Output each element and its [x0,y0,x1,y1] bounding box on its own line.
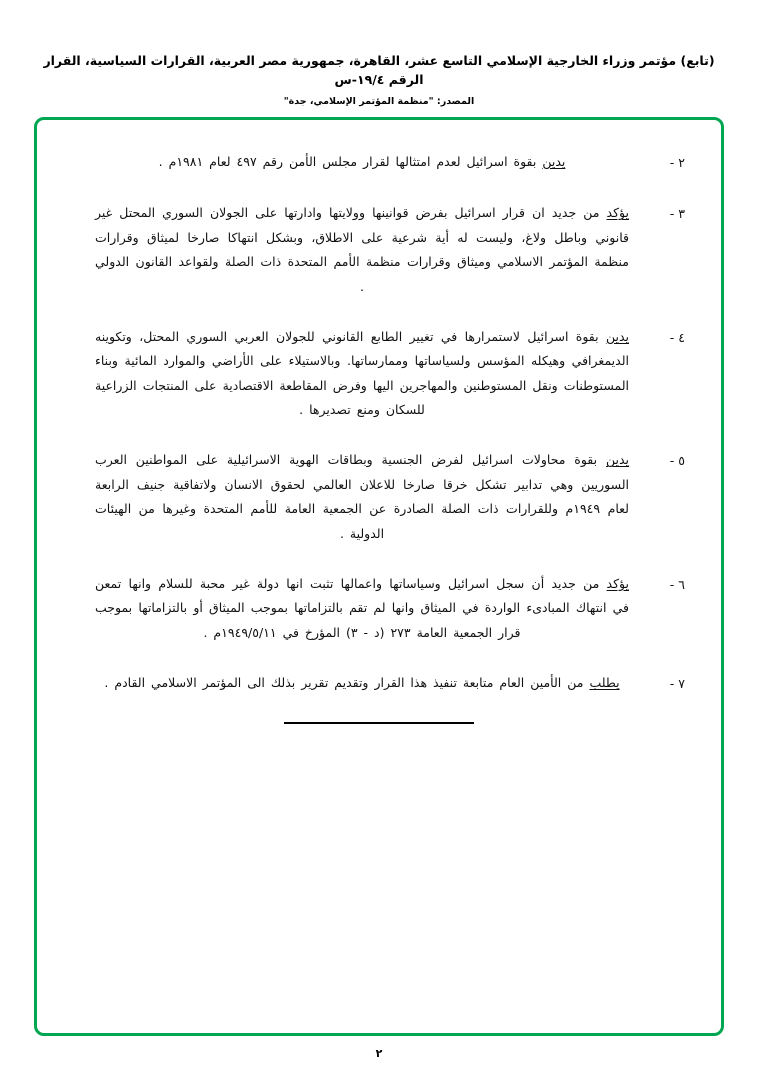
clause-lead-verb: يدين [605,452,629,468]
clause-marker: ٤ - [669,329,685,345]
clause-list [73,150,685,1013]
clause-text: بقوة اسرائيل لعدم امتثالها لقرار مجلس الأمن رقم ٤٩٧ لعام ١٩٨١م . [158,154,543,169]
clause-body [73,201,633,299]
clause-text: بقوة اسرائيل لاستمرارها في تغيير الطابع القانوني للجولان العربي السوري المحتل، وتكوينه الديمغرافي وهيكله المؤسس ولسياساتها وممارساتها. وبالاستيلاء على الأراضي والموارد المائية وبناء المستوطنات ونقل المستوطنين والمهاجرين اليها وفرض المقاطعة الاقتصادية على المنتجات الزراعية للسكان ومنع تصديرها . [95,328,629,417]
clause-lead-verb: يؤكد [606,575,629,591]
clause-marker: ٧ - [669,676,685,691]
horizontal-rule [284,722,474,724]
end-rule-container [73,722,685,724]
clause-body [73,671,633,695]
clause-body [73,325,633,423]
clause-item [73,325,685,423]
clause-marker: ٢ - [669,155,685,170]
clause-text: من جديد ان قرار اسرائيل بفرض قوانينها وولايتها وادارتها على الجولان السوري المحتل غير قانوني وباطل ولاغ، وليست له أية شرعية على الاطلاق، وبشكل انتهاكا صارخا لميثاق وقرارات منظمة المؤتمر الاسلامي وميثاق وقرارات منظمة الأمم المتحدة ذات الصلة ولقواعد القانون الدولي . [95,205,629,294]
clause-marker: ٥ - [669,453,685,469]
clause-lead-verb: يدين [542,154,566,169]
clause-body [73,150,633,174]
clause-text: من الأمين العام متابعة تنفيذ هذا القرار وتقديم تقرير بذلك الى المؤتمر الاسلامي القادم . [104,675,590,690]
header-title: (تابع) مؤتمر وزراء الخارجية الإسلامي التاسع عشر، القاهرة، جمهورية مصر العربية، القرارات السياسية، القرار الرقم ١٩/٤-س [43,53,715,87]
clause-item [73,201,685,299]
clause-marker: ٣ - [669,206,685,222]
clause-lead-verb: يدين [605,328,629,344]
page-header [0,52,758,107]
clause-item [73,448,685,546]
header-source: المصدر: "منظمة المؤتمر الإسلامي، جدة" [283,95,475,107]
clause-lead-verb: يؤكد [606,205,629,221]
clause-body [73,448,633,546]
green-border-frame [34,117,724,1036]
clause-body [73,572,633,645]
page-number: ٢ [375,1047,383,1060]
clause-text: بقوة محاولات اسرائيل لفرض الجنسية وبطاقات الهوية الاسرائيلية على المواطنين العرب السوريين وهي تدابير تشكل خرقا صارخا للاعلان العالمي لحقوق الانسان ولاتفاقية جنيف الرابعة لعام ١٩٤٩م وللقرارات ذات الصلة الصادرة عن الجمعية العامة للأمم المتحدة وغيرها من الهيئات الدولية . [95,452,629,541]
clause-text: من جديد أن سجل اسرائيل وسياساتها واعمالها تثبت انها دولة غير محبة للسلام وانها تمعن في انتهاك المبادىء الواردة في الميثاق وانها لم تقم بالتزاماتها بموجب الميثاق أو بالتزاماتها بموجب قرار الجمعية العامة ٢٧٣ (د - ٣) المؤرخ في ١٩٤٩/٥/١١م . [95,575,629,640]
clause-item [73,572,685,645]
clause-item [73,671,685,696]
clause-item [73,150,685,175]
clause-lead-verb: يطلب [589,675,620,690]
clause-marker: ٦ - [669,576,685,592]
